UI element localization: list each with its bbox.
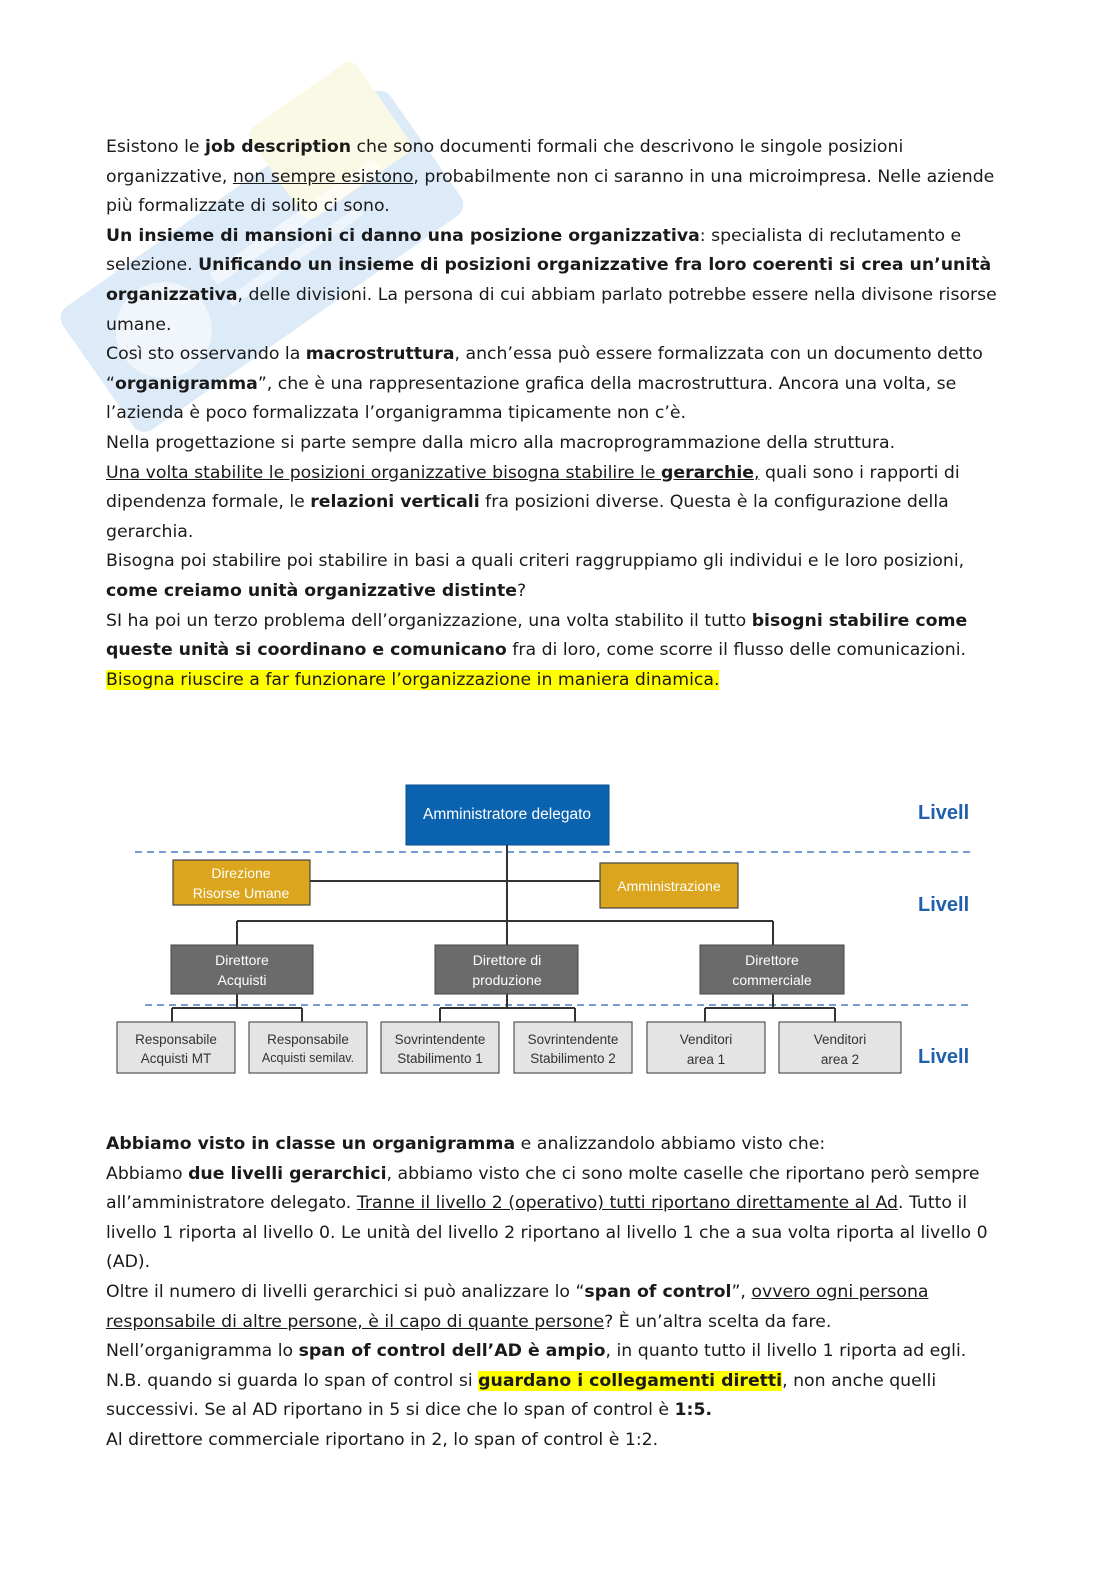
text-run: Oltre il numero di livelli gerarchici si può analizzare lo “: [106, 1281, 585, 1302]
text-run: N.B. quando si guarda lo span of control si: [106, 1370, 479, 1391]
director-label-line1: Direttore di: [472, 952, 542, 968]
paragraph: [106, 1426, 1006, 1456]
intro-text: [106, 133, 1006, 695]
text-run: non sempre esistono: [232, 166, 414, 187]
director-label-line2: Acquisti: [217, 972, 267, 988]
text-run: Una volta stabilite le posizioni organizzative bisogna stabilire le: [106, 462, 661, 483]
text-run: come creiamo unità organizzative distinte: [106, 580, 517, 601]
org-box-unit: [779, 1022, 901, 1073]
text-run: SI ha poi un terzo problema dell’organizzazione, una volta stabilito il tutto: [106, 610, 752, 631]
paragraph: [106, 459, 1006, 548]
paragraph: [106, 1160, 1006, 1278]
text-run: relazioni verticali: [310, 492, 480, 513]
text-run: macrostruttura: [305, 344, 455, 365]
svg-text:Stabilimento 2: Stabilimento 2: [530, 1051, 616, 1066]
hr-label-line1: Direzione: [211, 865, 271, 881]
text-run: Abbiamo visto in classe un organigramma: [106, 1134, 516, 1154]
paragraph: [106, 1130, 1006, 1160]
svg-text:Sovrintendente: Sovrintendente: [394, 1032, 486, 1047]
paragraph: [106, 1367, 1006, 1426]
org-box-ceo: [406, 785, 609, 845]
text-run: Nell’organigramma lo: [106, 1341, 299, 1362]
org-box-unit: [117, 1022, 235, 1073]
text-run: ”, che è una rappresentazione grafica della macrostruttura. Ancora una volta, se l’azienda è poco formalizzata l’organigramma tipicamente non c’è.: [106, 373, 957, 424]
text-run: ?: [516, 580, 527, 601]
text-run: ? È un’altra scelta da fare.: [604, 1311, 832, 1332]
director-label-line1: Direttore: [745, 952, 799, 968]
level-label-2: Livell: [918, 1046, 970, 1068]
analysis-text: [106, 1130, 1006, 1456]
text-run: gerarchie: [660, 462, 754, 483]
text-run: job description: [205, 137, 352, 157]
paragraph: [106, 429, 1006, 459]
paragraph: [106, 1278, 1006, 1337]
text-run: che sono documenti formali che descrivono le singole posizioni organizzative,: [106, 137, 904, 187]
text-run: Un insieme di mansioni ci danno una posizione organizzativa: [106, 225, 700, 246]
text-run: , delle divisioni. La persona di cui abbiam parlato potrebbe essere nella divisone risorse umane.: [106, 284, 997, 335]
text-run: span of control: [584, 1281, 732, 1302]
text-run: due livelli gerarchici: [188, 1163, 387, 1184]
text-run: Bisogna poi stabilire poi stabilire in basi a quali criteri raggruppiamo gli individui e le loro posizioni,: [106, 551, 965, 572]
svg-text:Acquisti MT: Acquisti MT: [140, 1051, 212, 1066]
svg-text:Stabilimento 1: Stabilimento 1: [397, 1051, 483, 1066]
paragraph: [106, 547, 1006, 606]
ceo-label: Amministratore delegato: [423, 806, 591, 823]
text-run: , non anche quelli successivi. Se al AD riportano in 5 si dice che lo span of control è: [106, 1370, 937, 1421]
text-run: , anch’essa può essere formalizzata con un documento detto “: [106, 344, 983, 394]
text-run: Esistono le: [106, 137, 206, 157]
director-label-line2: produzione: [472, 972, 542, 988]
director-label-line1: Direttore: [215, 952, 269, 968]
svg-text:Venditori: Venditori: [679, 1032, 733, 1047]
text-run: ,: [753, 462, 760, 483]
org-box-unit: [381, 1022, 499, 1073]
text-run: Così sto osservando la: [106, 344, 306, 365]
level-label-1: Livell: [918, 894, 970, 916]
text-run: fra posizioni diverse. Questa è la configurazione della gerarchia.: [106, 492, 949, 542]
paragraph: [106, 666, 1006, 696]
text-run: span of control dell’AD è ampio: [298, 1341, 606, 1362]
svg-text:Venditori: Venditori: [813, 1032, 867, 1047]
svg-text:Acquisti semilav.: Acquisti semilav.: [261, 1051, 355, 1065]
text-run: quali sono i rapporti di dipendenza formale, le: [106, 462, 960, 513]
paragraph: [106, 1337, 1006, 1367]
text-run: , in quanto tutto il livello 1 riporta ad egli.: [605, 1341, 967, 1362]
org-box-unit: [514, 1022, 632, 1073]
text-run: , abbiamo visto che ci sono molte caselle che riportano però sempre all’amministratore delegato.: [106, 1163, 980, 1214]
level-label-0: Livell: [918, 802, 970, 824]
paragraph: [106, 133, 1006, 222]
text-run: organigramma: [114, 373, 258, 394]
text-run: Unificando un insieme di posizioni organizzative fra loro coerenti si crea un’unità organizzativa: [106, 255, 992, 305]
text-run: : specialista di reclutamento e selezione.: [106, 225, 962, 276]
org-box-unit: [249, 1022, 367, 1073]
paragraph: [106, 607, 1006, 666]
text-run: bisogni stabilire come queste unità si coordinano e comunicano: [106, 610, 968, 661]
text-run: guardano i collegamenti diretti: [478, 1370, 783, 1391]
text-run: Al direttore commerciale riportano in 2, lo span of control è 1:2.: [106, 1429, 659, 1450]
administration-label: Amministrazione: [617, 878, 721, 894]
org-box-director-acquisti: [171, 945, 313, 994]
svg-text:Sovrintendente: Sovrintendente: [527, 1032, 619, 1047]
text-run: Bisogna riuscire a far funzionare l’organizzazione in maniera dinamica.: [106, 669, 720, 690]
text-run: fra di loro, come scorre il flusso delle comunicazioni.: [506, 640, 966, 661]
director-label-line2: commerciale: [732, 972, 812, 988]
text-run: ”,: [731, 1281, 752, 1302]
svg-text:Responsabile: Responsabile: [135, 1032, 217, 1047]
svg-text:area 2: area 2: [820, 1052, 860, 1067]
text-run: Abbiamo: [106, 1163, 189, 1184]
text-run: , probabilmente non ci saranno in una microimpresa. Nelle aziende più formalizzate di solito ci sono.: [106, 166, 995, 217]
org-box-director-commerciale: [700, 945, 844, 994]
org-box-unit: [647, 1022, 765, 1073]
text-run: Nella progettazione si parte sempre dalla micro alla macroprogrammazione della struttura.: [106, 432, 896, 453]
org-chart: [110, 780, 980, 1085]
org-box-director-produzione: [435, 945, 578, 994]
org-box-administration: [600, 863, 738, 908]
svg-text:Responsabile: Responsabile: [267, 1032, 349, 1047]
org-box-hr: [173, 860, 310, 905]
svg-text:area 1: area 1: [686, 1052, 726, 1067]
text-run: 1:5.: [674, 1400, 713, 1421]
text-run: ovvero ogni persona responsabile di altre persone, è il capo di quante persone: [106, 1281, 929, 1332]
paragraph: [106, 340, 1006, 429]
text-run: Tranne il livello 2 (operativo) tutti riportano direttamente al Ad: [356, 1193, 898, 1214]
text-run: e analizzandolo abbiamo visto che:: [515, 1134, 826, 1154]
hr-label-line2: Risorse Umane: [192, 885, 290, 901]
paragraph: [106, 222, 1006, 340]
text-run: . Tutto il livello 1 riporta al livello 0. Le unità del livello 2 riportano al livello 1 che a sua volta riporta al livello 0 (AD).: [106, 1193, 988, 1273]
